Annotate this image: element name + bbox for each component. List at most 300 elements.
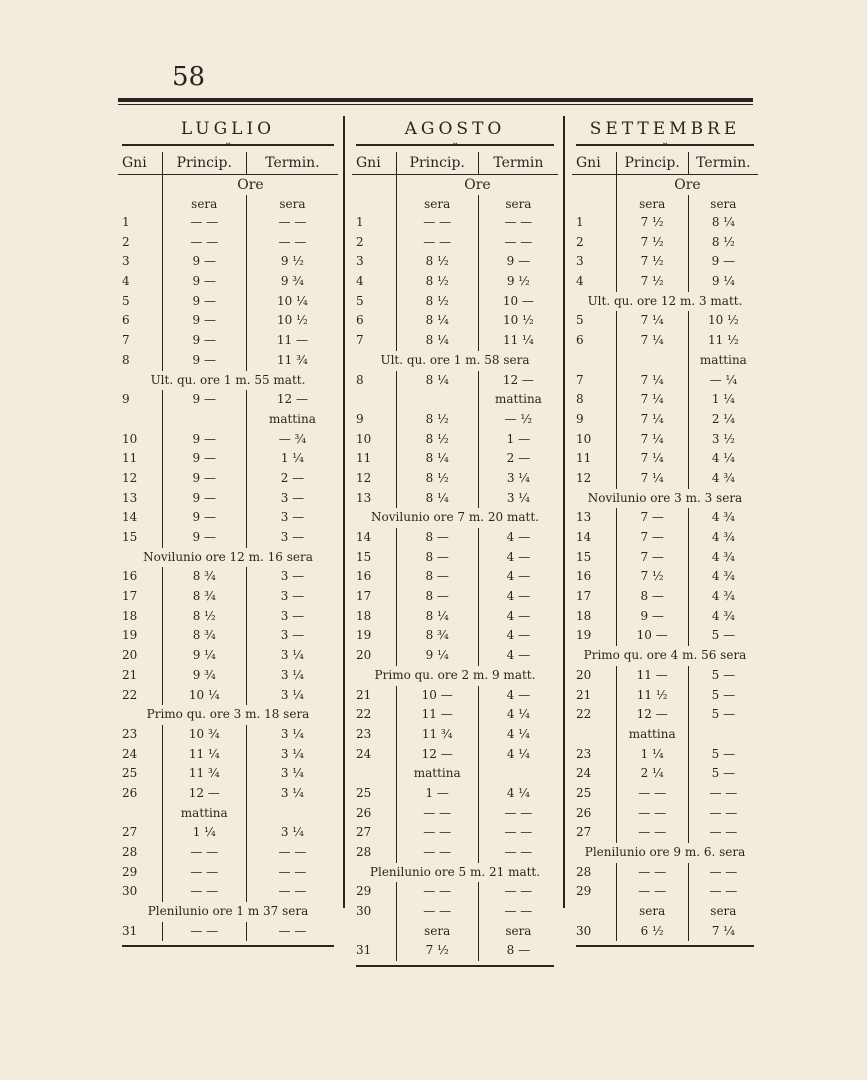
cell-day: 25 <box>356 785 372 800</box>
month-title: AGOSTO <box>404 119 506 139</box>
cell-day: 30 <box>122 884 138 899</box>
table-row <box>352 804 558 824</box>
cell-day: 6 <box>356 313 364 328</box>
table-row <box>572 508 758 528</box>
cell-start: 7 ¼ <box>616 410 688 430</box>
cell-end <box>688 725 758 745</box>
subheader-row <box>118 195 338 213</box>
table-row <box>572 528 758 548</box>
cell-end: 4 ¾ <box>688 587 758 607</box>
cell-day: 4 <box>122 274 130 289</box>
table-row <box>118 449 338 469</box>
cell-end: 3 ½ <box>688 430 758 450</box>
table-row <box>352 587 558 607</box>
table-row <box>118 331 338 351</box>
cell-day: 21 <box>576 687 592 702</box>
header-day: Gni <box>356 155 381 171</box>
table-row <box>572 705 758 725</box>
cell-day: 31 <box>356 943 372 958</box>
cell-day: 13 <box>122 490 138 505</box>
cell-day: 9 <box>576 411 584 426</box>
subheader-row <box>572 195 758 213</box>
ore-label: Ore <box>616 175 758 195</box>
cell-start: 7 ¼ <box>616 469 688 489</box>
cell-start: 12 — <box>396 745 478 765</box>
table-row <box>118 646 338 666</box>
month-column <box>118 118 338 947</box>
cell-day: 5 <box>356 293 364 308</box>
cell-start: — — <box>162 922 246 942</box>
cell-start: 7 ¼ <box>616 371 688 391</box>
cell-start: 7 ½ <box>616 252 688 272</box>
moon-phase-note: Ult. qu. ore 12 m. 3 matt. <box>587 293 743 308</box>
cell-day: 29 <box>576 884 592 899</box>
cell-day: 23 <box>356 726 372 741</box>
table-row <box>572 430 758 450</box>
table-row <box>572 587 758 607</box>
table-row <box>118 745 338 765</box>
cell-start: 8 — <box>396 528 478 548</box>
cell-end: 11 ¾ <box>246 351 338 371</box>
cell-day: 19 <box>356 628 372 643</box>
table-row <box>352 489 558 509</box>
cell-start: mattina <box>616 725 688 745</box>
table-row <box>118 292 338 312</box>
table-row <box>118 882 338 902</box>
table-row <box>118 508 338 528</box>
table-row <box>572 410 758 430</box>
table-row <box>118 567 338 587</box>
cell-end: 4 ¼ <box>688 449 758 469</box>
cell-end: 9 — <box>478 252 558 272</box>
cell-day: 20 <box>576 667 592 682</box>
brace-tip: ⌄ <box>451 137 460 148</box>
table-row <box>118 764 338 784</box>
table-row <box>572 804 758 824</box>
table-row <box>572 686 758 706</box>
cell-start <box>616 351 688 371</box>
cell-end: 12 — <box>246 390 338 410</box>
month-title: SETTEMBRE <box>589 119 741 139</box>
cell-end: — — <box>246 863 338 883</box>
cell-end: 3 — <box>246 587 338 607</box>
cell-day: 30 <box>576 923 592 938</box>
top-rule-thin <box>118 104 753 105</box>
cell-day: 17 <box>356 589 372 604</box>
cell-day: 13 <box>576 510 592 525</box>
table-row <box>118 311 338 331</box>
table-row <box>352 902 558 922</box>
cell-end: 5 — <box>688 686 758 706</box>
cell-end: mattina <box>688 351 758 371</box>
cell-start: 7 ¼ <box>616 390 688 410</box>
bottom-brace-rule <box>122 945 333 947</box>
table-row <box>572 902 758 922</box>
cell-start: 9 — <box>162 489 246 509</box>
moon-phase-note: Primo qu. ore 3 m. 18 sera <box>146 707 310 722</box>
cell-start: 7 ¼ <box>616 449 688 469</box>
table-row <box>118 410 338 430</box>
cell-day: 10 <box>122 431 138 446</box>
cell-day: 8 <box>576 392 584 407</box>
cell-end: sera <box>688 902 758 922</box>
cell-start: 8 ¼ <box>396 607 478 627</box>
cell-end: — ¼ <box>688 371 758 391</box>
moon-phase-note: Ult. qu. ore 1 m. 58 sera <box>380 352 530 367</box>
cell-end: 5 — <box>688 705 758 725</box>
table-row <box>118 528 338 548</box>
cell-day: 3 <box>122 254 130 269</box>
cell-day: 21 <box>356 687 372 702</box>
table-row <box>352 331 558 351</box>
cell-start: 6 ½ <box>616 922 688 942</box>
table-row <box>572 863 758 883</box>
header-start: Princip. <box>396 152 478 174</box>
table-row <box>352 252 558 272</box>
table-row <box>572 666 758 686</box>
cell-day: 18 <box>122 608 138 623</box>
moon-phase-note: Ult. qu. ore 1 m. 55 matt. <box>150 372 306 387</box>
cell-day: 26 <box>122 785 138 800</box>
cell-end: 2 — <box>246 469 338 489</box>
table-row <box>118 843 338 863</box>
cell-day <box>572 902 616 922</box>
cell-start: 10 — <box>616 626 688 646</box>
cell-day: 5 <box>122 293 130 308</box>
cell-start: 9 — <box>162 292 246 312</box>
cell-day: 24 <box>122 746 138 761</box>
cell-end: 4 ¾ <box>688 528 758 548</box>
table-row <box>118 213 338 233</box>
cell-start: 9 — <box>162 508 246 528</box>
cell-start: — — <box>396 233 478 253</box>
cell-day: 22 <box>576 707 592 722</box>
cell-day: 9 <box>122 392 130 407</box>
cell-end: 4 — <box>478 528 558 548</box>
cell-day: 31 <box>122 923 138 938</box>
cell-start <box>396 390 478 410</box>
table-row <box>352 449 558 469</box>
cell-end: — — <box>688 784 758 804</box>
table-row <box>352 941 558 961</box>
cell-start: 8 ¼ <box>396 449 478 469</box>
cell-start: — — <box>396 823 478 843</box>
cell-end: 4 — <box>478 646 558 666</box>
brace-divider <box>572 137 758 152</box>
cell-start: 9 — <box>162 528 246 548</box>
cell-end: 1 — <box>478 430 558 450</box>
cell-start: 10 ¾ <box>162 725 246 745</box>
table-row <box>118 233 338 253</box>
cell-day: 2 <box>576 234 584 249</box>
table-row <box>352 725 558 745</box>
subheader-start: sera <box>162 195 246 213</box>
cell-end: 4 — <box>478 548 558 568</box>
cell-day: 11 <box>356 451 372 466</box>
cell-end: 5 — <box>688 626 758 646</box>
cell-end: 11 ¼ <box>478 331 558 351</box>
moon-phase-note: Primo qu. ore 2 m. 9 matt. <box>374 667 536 682</box>
cell-end: — — <box>246 843 338 863</box>
ore-label: Ore <box>162 175 338 195</box>
cell-start: 11 — <box>616 666 688 686</box>
cell-start: 7 ¼ <box>616 331 688 351</box>
cell-end: — — <box>688 804 758 824</box>
cell-end: — ¾ <box>246 430 338 450</box>
month-column <box>352 118 558 967</box>
cell-day: 28 <box>356 845 372 859</box>
cell-end: 4 — <box>478 607 558 627</box>
table-row <box>352 705 558 725</box>
moon-phase-note: Plenilunio ore 9 m. 6. sera <box>584 845 746 859</box>
cell-day: 1 <box>122 215 130 229</box>
cell-day: 15 <box>122 530 138 544</box>
table-row <box>572 548 758 568</box>
cell-day: 21 <box>122 667 138 682</box>
table-row <box>118 469 338 489</box>
cell-end: 4 ¼ <box>478 745 558 765</box>
cell-end: 3 ¼ <box>246 745 338 765</box>
table-row <box>352 233 558 253</box>
column-header-row <box>572 152 758 175</box>
cell-end: — — <box>246 213 338 233</box>
table-row <box>352 922 558 942</box>
brace-tip: ⌄ <box>224 137 233 148</box>
cell-end: 10 ¼ <box>246 292 338 312</box>
table-row <box>118 390 338 410</box>
cell-day <box>352 764 396 784</box>
cell-end: — — <box>478 213 558 233</box>
cell-end: 9 ½ <box>246 252 338 272</box>
cell-day: 1 <box>576 215 584 229</box>
cell-start: 7 ¼ <box>616 430 688 450</box>
cell-end: 3 — <box>246 489 338 509</box>
cell-start: — — <box>616 784 688 804</box>
table-row <box>572 823 758 843</box>
cell-day <box>118 410 162 430</box>
cell-start: — — <box>396 843 478 863</box>
table-row <box>572 351 758 371</box>
table-row <box>572 764 758 784</box>
cell-start: — — <box>396 902 478 922</box>
cell-start: 8 — <box>396 548 478 568</box>
table-row <box>118 823 338 843</box>
cell-start: sera <box>396 922 478 942</box>
cell-start: 11 ¾ <box>396 725 478 745</box>
cell-day: 18 <box>576 608 592 623</box>
cell-start: 8 ¾ <box>396 626 478 646</box>
cell-day: 7 <box>356 333 364 348</box>
cell-day: 4 <box>576 274 584 289</box>
cell-end: 3 ¼ <box>246 686 338 706</box>
table-row <box>572 272 758 292</box>
cell-start: 7 ½ <box>616 213 688 233</box>
cell-day: 11 <box>122 451 138 466</box>
cell-end: 7 ¼ <box>688 922 758 942</box>
cell-end: — — <box>478 902 558 922</box>
cell-end: 10 ½ <box>688 311 758 331</box>
cell-end: 8 — <box>478 941 558 961</box>
cell-start: 8 ½ <box>162 607 246 627</box>
table-row <box>352 272 558 292</box>
cell-end: 3 ¼ <box>246 666 338 686</box>
cell-day: 7 <box>576 372 584 387</box>
table-row <box>352 390 558 410</box>
table-row <box>352 764 558 784</box>
subheader-end: sera <box>478 195 558 213</box>
cell-day: 27 <box>122 825 138 840</box>
cell-end: — — <box>478 882 558 902</box>
cell-day: 13 <box>356 490 372 505</box>
cell-start: 9 — <box>162 449 246 469</box>
cell-start: 8 ¼ <box>396 311 478 331</box>
cell-end: — — <box>246 922 338 942</box>
cell-day: 11 <box>576 451 592 466</box>
table-row <box>352 784 558 804</box>
ore-label: Ore <box>396 175 558 195</box>
cell-day: 3 <box>356 254 364 269</box>
cell-day: 16 <box>356 569 372 584</box>
cell-start: 1 ¼ <box>162 823 246 843</box>
cell-end: 3 ¼ <box>478 469 558 489</box>
cell-start: — — <box>162 233 246 253</box>
table-row <box>352 469 558 489</box>
cell-start: — — <box>616 804 688 824</box>
cell-start: 8 — <box>396 567 478 587</box>
cell-end: 1 ¼ <box>688 390 758 410</box>
subheader-day <box>352 195 396 213</box>
cell-day: 6 <box>122 313 130 328</box>
cell-start: 8 ½ <box>396 430 478 450</box>
cell-start: 7 — <box>616 528 688 548</box>
cell-day <box>352 922 396 942</box>
table-row <box>118 863 338 883</box>
table-row <box>352 410 558 430</box>
table-row <box>572 371 758 391</box>
cell-start: 9 — <box>162 311 246 331</box>
cell-start: 7 — <box>616 548 688 568</box>
cell-start: sera <box>616 902 688 922</box>
cell-end: — ½ <box>478 410 558 430</box>
cell-end: 2 ¼ <box>688 410 758 430</box>
subheader-day <box>572 195 616 213</box>
cell-start <box>162 410 246 430</box>
cell-end: 5 — <box>688 745 758 765</box>
cell-end: 1 ¼ <box>246 449 338 469</box>
cell-start: 12 — <box>616 705 688 725</box>
table-row <box>572 882 758 902</box>
cell-start: 9 — <box>616 607 688 627</box>
table-row <box>352 686 558 706</box>
table-row <box>352 626 558 646</box>
cell-day: 17 <box>122 589 138 604</box>
brace-tip: ⌄ <box>661 137 670 148</box>
cell-end: — — <box>688 823 758 843</box>
cell-start: 8 ¼ <box>396 489 478 509</box>
cell-end: — — <box>478 823 558 843</box>
subheader-start: sera <box>616 195 688 213</box>
cell-end: 8 ½ <box>688 233 758 253</box>
table-row <box>572 390 758 410</box>
cell-start: 7 ½ <box>616 233 688 253</box>
cell-end: 4 — <box>478 567 558 587</box>
brace-divider <box>118 137 338 152</box>
cell-start: 8 ½ <box>396 469 478 489</box>
subheader-start: sera <box>396 195 478 213</box>
cell-day <box>352 390 396 410</box>
cell-day: 16 <box>122 569 138 584</box>
cell-start: — — <box>162 863 246 883</box>
cell-day: 27 <box>356 825 372 840</box>
cell-end: 4 ¾ <box>688 548 758 568</box>
cell-day: 10 <box>576 431 592 446</box>
subheader-end: sera <box>246 195 338 213</box>
table-row <box>572 233 758 253</box>
table-row <box>118 607 338 627</box>
cell-day: 26 <box>576 805 592 820</box>
cell-day: 27 <box>576 825 592 840</box>
moon-phase-note: Plenilunio ore 1 m 37 sera <box>147 904 309 919</box>
table-row <box>572 213 758 233</box>
cell-end: — — <box>246 882 338 902</box>
table-row <box>352 548 558 568</box>
cell-start: 8 — <box>616 587 688 607</box>
cell-end: 3 — <box>246 508 338 528</box>
cell-day: 3 <box>576 254 584 269</box>
cell-end: 3 — <box>246 567 338 587</box>
cell-start: 8 ½ <box>396 410 478 430</box>
cell-day: 12 <box>576 470 592 485</box>
cell-start: mattina <box>396 764 478 784</box>
cell-day: 10 <box>356 431 372 446</box>
cell-start: 9 — <box>162 430 246 450</box>
cell-day: 1 <box>356 215 364 229</box>
table-row <box>118 272 338 292</box>
cell-start: 8 ½ <box>396 252 478 272</box>
cell-start: 8 ¼ <box>396 371 478 391</box>
cell-day: 25 <box>122 766 138 781</box>
table-row <box>118 430 338 450</box>
cell-start: 9 — <box>162 469 246 489</box>
cell-start: 8 ½ <box>396 292 478 312</box>
cell-end: 3 ¼ <box>246 646 338 666</box>
table-row <box>572 922 758 942</box>
cell-start: 11 ¼ <box>162 745 246 765</box>
cell-end: 10 ½ <box>478 311 558 331</box>
cell-start: 7 — <box>616 508 688 528</box>
cell-end: 3 ¼ <box>246 764 338 784</box>
cell-end: 11 ½ <box>688 331 758 351</box>
cell-start: 10 ¼ <box>162 686 246 706</box>
cell-end: 3 ¼ <box>478 489 558 509</box>
cell-start: 10 — <box>396 686 478 706</box>
cell-end: 10 — <box>478 292 558 312</box>
cell-start: 9 ¼ <box>396 646 478 666</box>
table-row <box>352 567 558 587</box>
subheader-end: sera <box>688 195 758 213</box>
moon-phase-note: Novilunio ore 3 m. 3 sera <box>587 490 743 505</box>
cell-end: 3 ¼ <box>246 823 338 843</box>
table-row <box>352 213 558 233</box>
table-row <box>352 292 558 312</box>
cell-start: 11 — <box>396 705 478 725</box>
table-row <box>352 607 558 627</box>
cell-day <box>118 804 162 824</box>
cell-start: mattina <box>162 804 246 824</box>
moon-phase-note: Novilunio ore 7 m. 20 matt. <box>371 510 539 525</box>
cell-day: 23 <box>122 726 138 741</box>
table-row <box>572 745 758 765</box>
